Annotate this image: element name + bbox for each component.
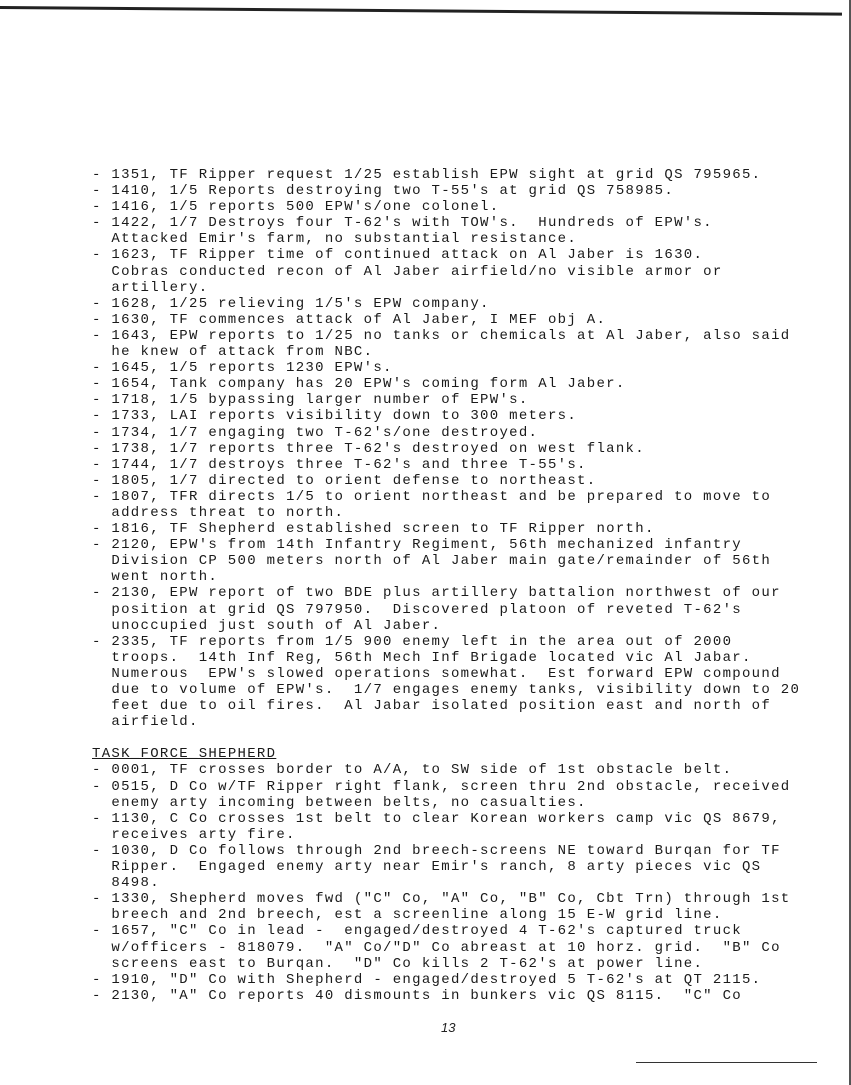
entry-text: 2130, "A" Co reports 40 dismounts in bunkers vic QS 8115. "C" Co	[111, 987, 742, 1004]
entry-text: 2130, EPW report of two BDE plus artillery battalion northwest of our position at grid QS 797950. Discovered platoon of reveted T-62's unoccupied just south of Al Jaber.	[111, 585, 781, 634]
bullet-dash: -	[92, 183, 102, 200]
entry-text: 1623, TF Ripper time of continued attack on Al Jaber is 1630. Cobras conducted recon of Al Jaber airfield/no visible armor or artillery.	[111, 247, 723, 296]
bottom-rule	[636, 1062, 817, 1063]
task-force-shepherd-log	[92, 762, 800, 1003]
entry-text: 1654, Tank company has 20 EPW's coming form Al Jaber.	[111, 376, 626, 393]
entry-text: 1738, 1/7 reports three T-62's destroyed on west flank.	[111, 440, 645, 457]
entry-text: 1733, LAI reports visibility down to 300 meters.	[111, 408, 578, 425]
entry-text: 1643, EPW reports to 1/25 no tanks or chemicals at Al Jaber, also said he knew of attack from NBC.	[111, 327, 791, 361]
bullet-dash: -	[92, 488, 102, 505]
bullet-dash: -	[92, 778, 102, 795]
bullet-dash: -	[92, 392, 102, 409]
log-entry	[92, 634, 800, 731]
entry-text: 1657, "C" Co in lead - engaged/destroyed 4 T-62's captured truck w/officers - 818079. "A" Co/"D" Co abreast at 10 horz. grid. "B" Co screens east to Burqan. "D" Co kills 2 T-62's at power line.	[111, 923, 781, 972]
log-entry	[92, 811, 800, 843]
log-entry	[92, 779, 800, 811]
log-entry	[92, 891, 800, 923]
bullet-dash: -	[92, 456, 102, 473]
entry-text: 1807, TFR directs 1/5 to orient northeast and be prepared to move to address threat to north.	[111, 488, 772, 521]
entry-text: 1805, 1/7 directed to orient defense to northeast.	[111, 472, 597, 489]
entry-text: 1410, 1/5 Reports destroying two T-55's at grid QS 758985.	[111, 183, 675, 200]
entry-text: 1351, TF Ripper request 1/25 establish EPW sight at grid QS 795965.	[111, 167, 762, 183]
log-entry	[92, 585, 800, 633]
log-entry	[92, 441, 800, 457]
bullet-dash: -	[92, 247, 102, 264]
bullet-dash: -	[92, 923, 102, 940]
entry-text: 0001, TF crosses border to A/A, to SW side of 1st obstacle belt.	[111, 762, 733, 779]
entry-text: 1628, 1/25 relieving 1/5's EPW company.	[111, 295, 490, 312]
log-entry	[92, 988, 800, 1004]
bullet-dash: -	[92, 537, 102, 554]
entry-text: 1744, 1/7 destroys three T-62's and three T-55's.	[111, 456, 587, 473]
section-heading: TASK_FORCE_SHEPHERD	[92, 746, 277, 763]
bullet-dash: -	[92, 327, 102, 344]
bullet-dash: -	[92, 376, 102, 393]
entry-text: 1718, 1/5 bypassing larger number of EPW's.	[111, 392, 529, 409]
entry-text: 1422, 1/7 Destroys four T-62's with TOW's. Hundreds of EPW's. Attacked Emir's farm, no substantial resistance.	[111, 215, 713, 248]
page-number: 13	[441, 1020, 456, 1035]
bullet-dash: -	[92, 472, 102, 489]
top-rule	[0, 6, 842, 16]
log-entry	[92, 247, 800, 295]
entry-text: 1910, "D" Co with Shepherd - engaged/destroyed 5 T-62's at QT 2115.	[111, 971, 762, 988]
entry-text: 1130, C Co crosses 1st belt to clear Korean workers camp vic QS 8679, receives arty fire.	[111, 810, 781, 843]
log-entry	[92, 312, 800, 328]
log-entry	[92, 183, 800, 199]
log-entry	[92, 473, 800, 489]
log-entry	[92, 360, 800, 376]
log-entry	[92, 537, 800, 585]
entry-text: 2120, EPW's from 14th Infantry Regiment, 56th mechanized infantry Division CP 500 meters north of Al Jaber main gate/remainder of 56th went north.	[111, 537, 772, 586]
log-entry	[92, 199, 800, 215]
bullet-dash: -	[92, 762, 102, 779]
entry-text: 2335, TF reports from 1/5 900 enemy left in the area out of 2000 troops. 14th Inf Reg, 56th Mech Inf Brigade located vic Al Jabar. Numerous EPW's slowed operations somewhat. Est forward EPW compound due to volume of EPW's. 1/7 engages enemy tanks, visibility down to 20 feet due to oil fires. Al Jabar isolated position east and north of airfield.	[111, 633, 801, 731]
log-entry	[92, 457, 800, 473]
log-entry	[92, 392, 800, 408]
entry-text: 1330, Shepherd moves fwd ("C" Co, "A" Co, "B" Co, Cbt Trn) through 1st breech and 2nd breech, est a screenline along 15 E-W grid line.	[111, 891, 791, 924]
bullet-dash: -	[92, 633, 102, 650]
entry-text: 1630, TF commences attack of Al Jaber, I MEF obj A.	[111, 311, 607, 328]
bullet-dash: -	[92, 215, 102, 232]
bullet-dash: -	[92, 199, 102, 216]
bullet-dash: -	[92, 585, 102, 602]
log-entry	[92, 408, 800, 424]
log-entry	[92, 521, 800, 537]
log-entry	[92, 923, 800, 971]
log-entry	[92, 425, 800, 441]
bullet-dash: -	[92, 971, 102, 988]
entry-text: 0515, D Co w/TF Ripper right flank, screen thru 2nd obstacle, received enemy arty incoming between belts, no casualties.	[111, 778, 791, 811]
bullet-dash: -	[92, 295, 102, 312]
task-force-ripper-log	[92, 167, 800, 730]
log-entry	[92, 843, 800, 891]
log-entry	[92, 328, 800, 360]
document-body	[92, 167, 800, 1004]
bullet-dash: -	[92, 408, 102, 425]
log-entry	[92, 972, 800, 988]
log-entry	[92, 489, 800, 521]
entry-text: 1645, 1/5 reports 1230 EPW's.	[111, 360, 393, 377]
log-entry	[92, 167, 800, 183]
bullet-dash: -	[92, 987, 102, 1004]
bullet-dash: -	[92, 167, 102, 183]
entry-text: 1030, D Co follows through 2nd breech-screens NE toward Burqan for TF Ripper. Engaged enemy arty near Emir's ranch, 8 arty pieces vic QS 8498.	[111, 842, 781, 892]
entry-text: 1416, 1/5 reports 500 EPW's/one colonel.	[111, 199, 500, 216]
bullet-dash: -	[92, 891, 102, 908]
bullet-dash: -	[92, 311, 102, 328]
bullet-dash: -	[92, 842, 102, 859]
bullet-dash: -	[92, 521, 102, 538]
bullet-dash: -	[92, 440, 102, 457]
log-entry	[92, 296, 800, 312]
entry-text: 1734, 1/7 engaging two T-62's/one destroyed.	[111, 424, 539, 441]
log-entry	[92, 762, 800, 778]
entry-text: 1816, TF Shepherd established screen to TF Ripper north.	[111, 521, 655, 538]
log-entry	[92, 376, 800, 392]
bullet-dash: -	[92, 424, 102, 441]
spacer	[92, 730, 800, 746]
bullet-dash: -	[92, 360, 102, 377]
log-entry	[92, 215, 800, 247]
bullet-dash: -	[92, 810, 102, 827]
